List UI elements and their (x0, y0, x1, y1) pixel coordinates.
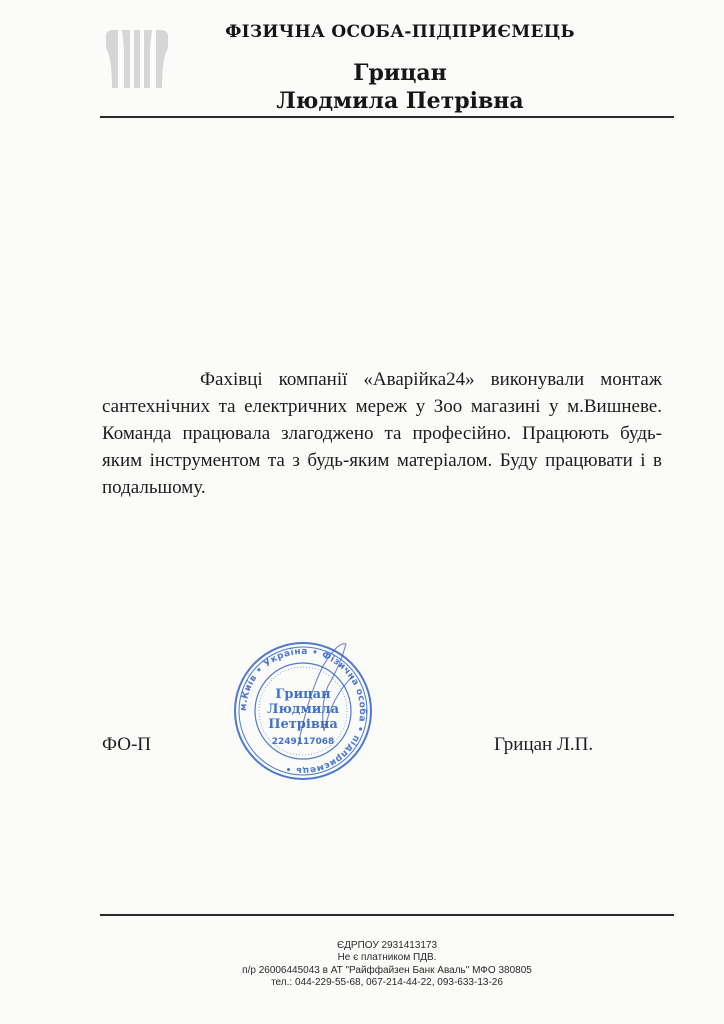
footer-bank: п/р 26006445043 в АТ "Райффайзен Банк Аваль" МФО 380805 (242, 964, 532, 976)
letter-paragraph: Фахівці компанії «Аварійка24» виконували монтаж сантехнічних та електричних мереж у Зоо магазині у м.Вишневе. Команда працювала злагоджено та професійно. Працюють будь-яким інструментом та з будь-яким матеріалом. Буду працювати і в подальшому. (102, 369, 662, 498)
header-title: ФІЗИЧНА ОСОБА-ПІДПРИЄМЕЦЬ (225, 22, 575, 42)
header-given-names: Людмила Петрівна (276, 88, 524, 114)
stamp-line2: Людмила (266, 702, 340, 717)
signature-label: ФО-П (102, 734, 152, 755)
footer (100, 940, 674, 990)
footer-edrpou: ЄДРПОУ 2931413173 (336, 940, 438, 951)
stamp-ring-text: м.Київ • Україна • Фізична особа • підприємець • (238, 646, 368, 776)
stamp-line1: Грицан (275, 687, 331, 702)
signatory-name: Грицан Л.П. (494, 734, 594, 755)
stamp-code: 2249117068 (271, 737, 335, 747)
stamp-line3: Петрівна (268, 717, 338, 732)
letter-body (102, 366, 662, 501)
arch-columns-logo-icon (104, 28, 170, 90)
round-stamp (228, 636, 378, 786)
header-surname: Грицан (353, 60, 447, 86)
header-divider (100, 116, 674, 118)
footer-divider (100, 914, 674, 916)
footer-phones: тел.: 044-229-55-68, 067-214-44-22, 093-633-13-26 (271, 977, 503, 989)
footer-vat: Не є платником ПДВ. (337, 952, 437, 964)
